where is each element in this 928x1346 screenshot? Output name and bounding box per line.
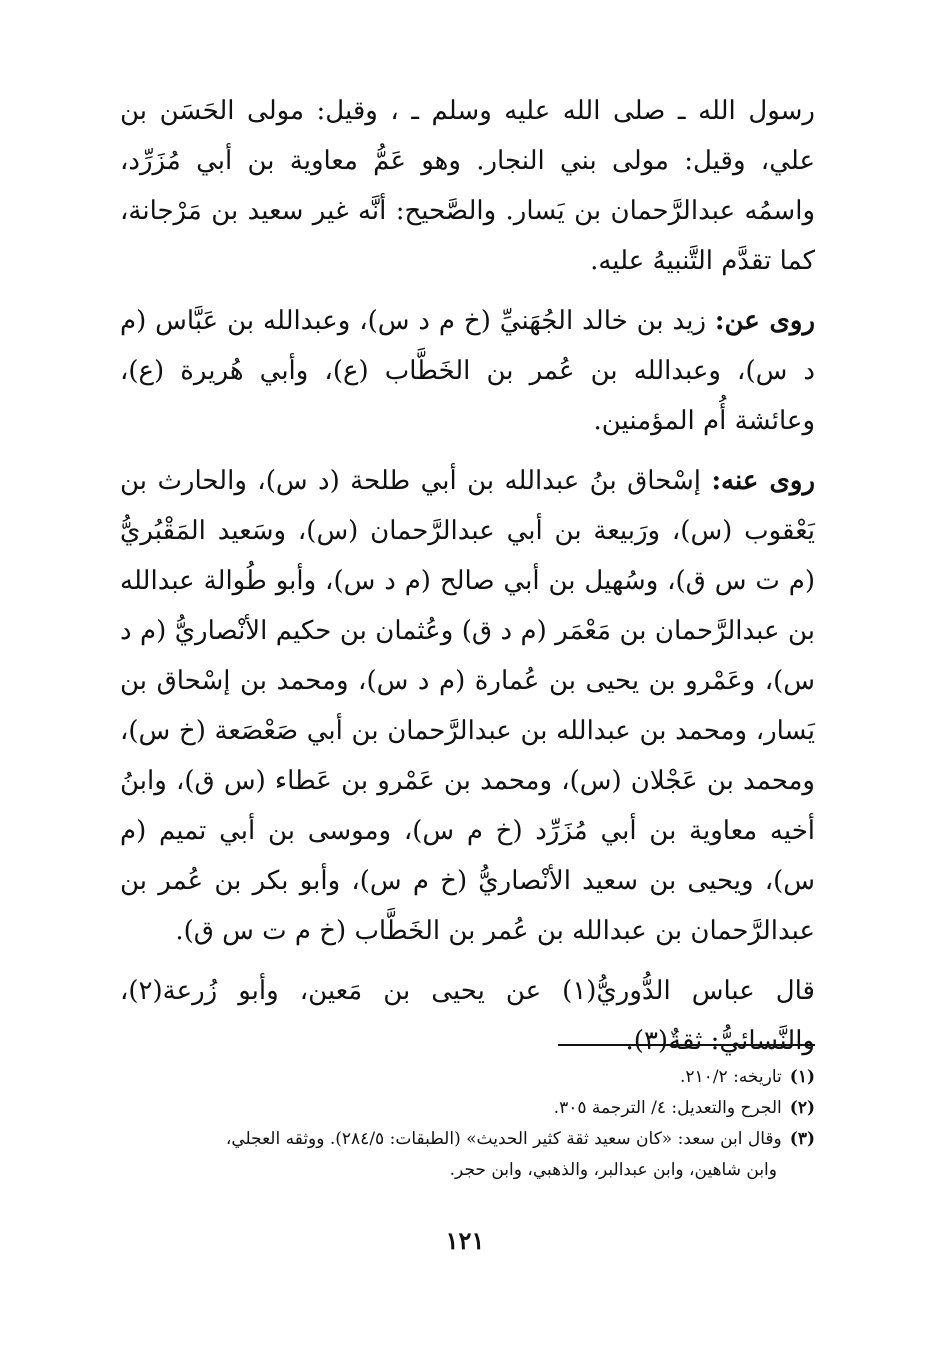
main-text xyxy=(120,86,815,1066)
paragraph-grading xyxy=(120,966,815,1066)
paragraph-narrators xyxy=(120,456,815,956)
footnote-number: (٢) xyxy=(789,1098,815,1118)
paragraph-narrated-from xyxy=(120,296,815,446)
paragraph-biography xyxy=(120,86,815,286)
footnote-text: الجرح والتعديل: ٤/ الترجمة ٣٠٥. xyxy=(553,1098,782,1118)
footnote-number: (١) xyxy=(789,1067,815,1087)
footnote-1 xyxy=(120,1062,815,1093)
footnote-number: (٣) xyxy=(789,1129,815,1149)
paragraph-lead: روى عن: xyxy=(714,306,815,336)
footnote-text: تاريخه: ٢١٠/٢. xyxy=(680,1067,782,1087)
paragraph-text: زيد بن خالد الجُهَنيِّ (خ م د س)، وعبدالله بن عَبَّاس (م د س)، وعبدالله بن عُمر بن الخَطَّاب (ع)، وأبي هُريرة (ع)، وعائشة أُم المؤمنين. xyxy=(120,306,815,436)
footnotes xyxy=(120,1062,815,1186)
page-number: ١٢١ xyxy=(445,1226,485,1255)
footnote-3-continuation: وابن شاهين، وابن عبدالبر، والذهبي، وابن حجر. xyxy=(449,1160,777,1180)
footnote-2 xyxy=(120,1093,815,1124)
footnote-text: وقال ابن سعد: «كان سعيد ثقة كثير الحديث» (الطبقات: ٢٨٤/٥). ووثقه العجلي، xyxy=(225,1129,782,1149)
paragraph-text: قال عباس الدُّوريُّ(١) عن يحيى بن مَعين، وأبو زُرعة(٢)، والنَّسائيُّ: ثقةٌ(٣). xyxy=(120,976,815,1056)
paragraph-text: إسْحاق بنُ عبدالله بن أبي طلحة (د س)، والحارث بن يَعْقوب (س)، ورَبيعة بن أبي عبدالرَّحمان (س)، وسَعيد المَقْبُريُّ (م ت س ق)، وسُهيل بن أبي صالح (م د س)، وأبو طُوالة عبدالله بن عبدالرَّحمان بن مَعْمَر (م د ق) وعُثمان بن حكيم الأنْصاريُّ (م د س)، وعَمْرو بن يحيى بن عُمارة (م د س)، ومحمد بن إسْحاق بن يَسار، ومحمد بن عبدالله بن عبدالرَّحمان بن أبي صَعْصَعة (خ س)، ومحمد بن عَجْلان (س)، ومحمد بن عَمْرو بن عَطاء (س ق)، وابنُ أخيه معاوية بن أبي مُزَرِّد (خ م س)، وموسى بن أبي تميم (م س)، ويحيى بن سعيد الأنْصاريُّ (خ م س)، وأبو بكر بن عُمر بن عبدالرَّحمان بن عبدالله بن عُمر بن الخَطَّاب (خ م ت س ق). xyxy=(120,466,815,946)
footnote-divider xyxy=(558,1044,815,1046)
footnote-3 xyxy=(120,1124,815,1155)
paragraph-lead: روى عنه: xyxy=(711,466,815,496)
paragraph-text: رسول الله ـ صلى الله عليه وسلم ـ ، وقيل: مولى الحَسَن بن علي، وقيل: مولى بني النجار. وهو عَمُّ معاوية بن أبي مُزَرِّد، واسمُه عبدالرَّحمان بن يَسار. والصَّحيح: أنَّه غير سعيد بن مَرْجانة، كما تقدَّم التَّنبيهُ عليه. xyxy=(120,96,815,276)
